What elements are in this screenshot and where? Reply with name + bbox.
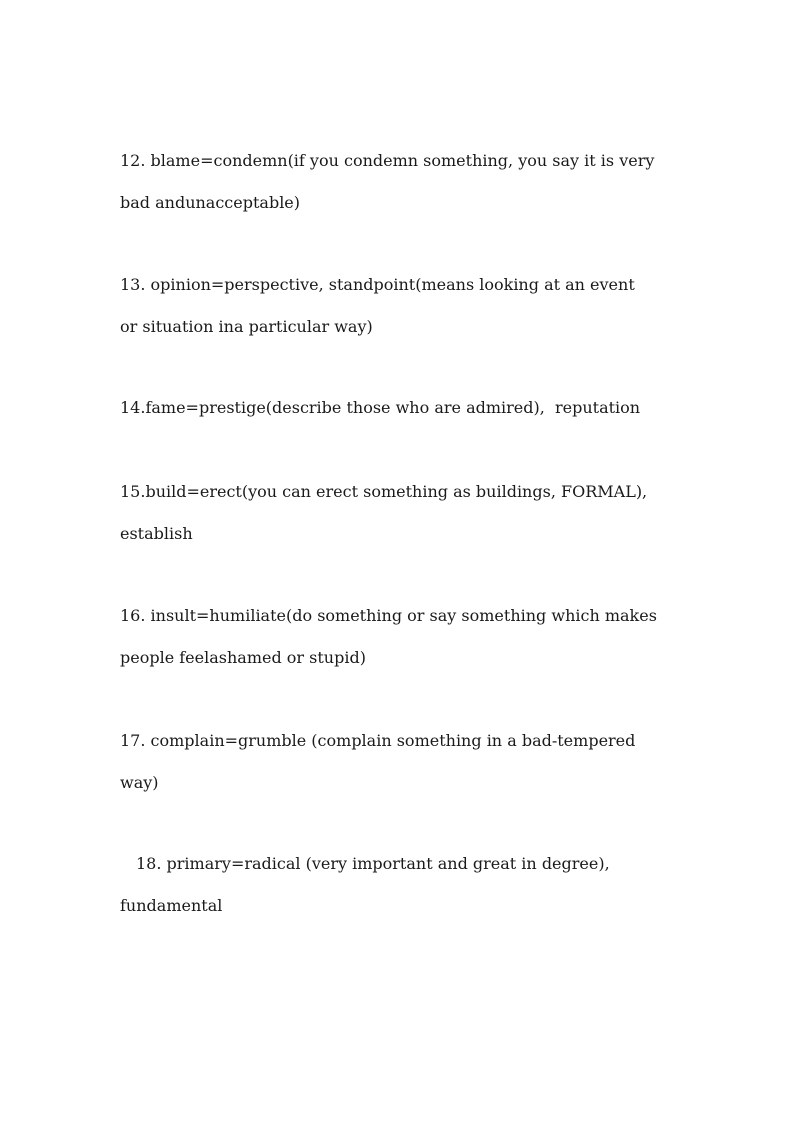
entry-text-line-1: 12. blame=condemn(if you condemn something, you say it is very bbox=[120, 151, 655, 170]
vocab-entry-12 bbox=[120, 151, 680, 235]
entry-text-line-2: establish bbox=[120, 524, 193, 543]
vocab-entry-13 bbox=[120, 275, 680, 359]
entry-text-line-1: 18. primary=radical (very important and great in degree), bbox=[136, 854, 610, 873]
entry-text-line-2: way) bbox=[120, 773, 159, 792]
vocab-entry-17 bbox=[120, 731, 680, 815]
vocab-entry-15 bbox=[120, 482, 680, 566]
vocab-entry-14 bbox=[120, 398, 680, 440]
entry-text-line-1: 16. insult=humiliate(do something or say something which makes bbox=[120, 606, 657, 625]
entry-text-line-1: 15.build=erect(you can erect something as buildings, FORMAL), bbox=[120, 482, 648, 501]
entry-text-line-2: people feelashamed or stupid) bbox=[120, 648, 366, 667]
vocab-entry-18 bbox=[120, 854, 680, 938]
entry-text-line-2: bad andunacceptable) bbox=[120, 193, 301, 212]
entry-text-line-2: fundamental bbox=[120, 896, 223, 915]
entry-text-line-1: 14.fame=prestige(describe those who are admired), reputation bbox=[120, 398, 641, 417]
entry-text-line-2: or situation ina particular way) bbox=[120, 317, 373, 336]
entry-text-line-1: 17. complain=grumble (complain something in a bad-tempered bbox=[120, 731, 636, 750]
entry-text-line-1: 13. opinion=perspective, standpoint(means looking at an event bbox=[120, 275, 635, 294]
vocab-entry-16 bbox=[120, 606, 680, 690]
